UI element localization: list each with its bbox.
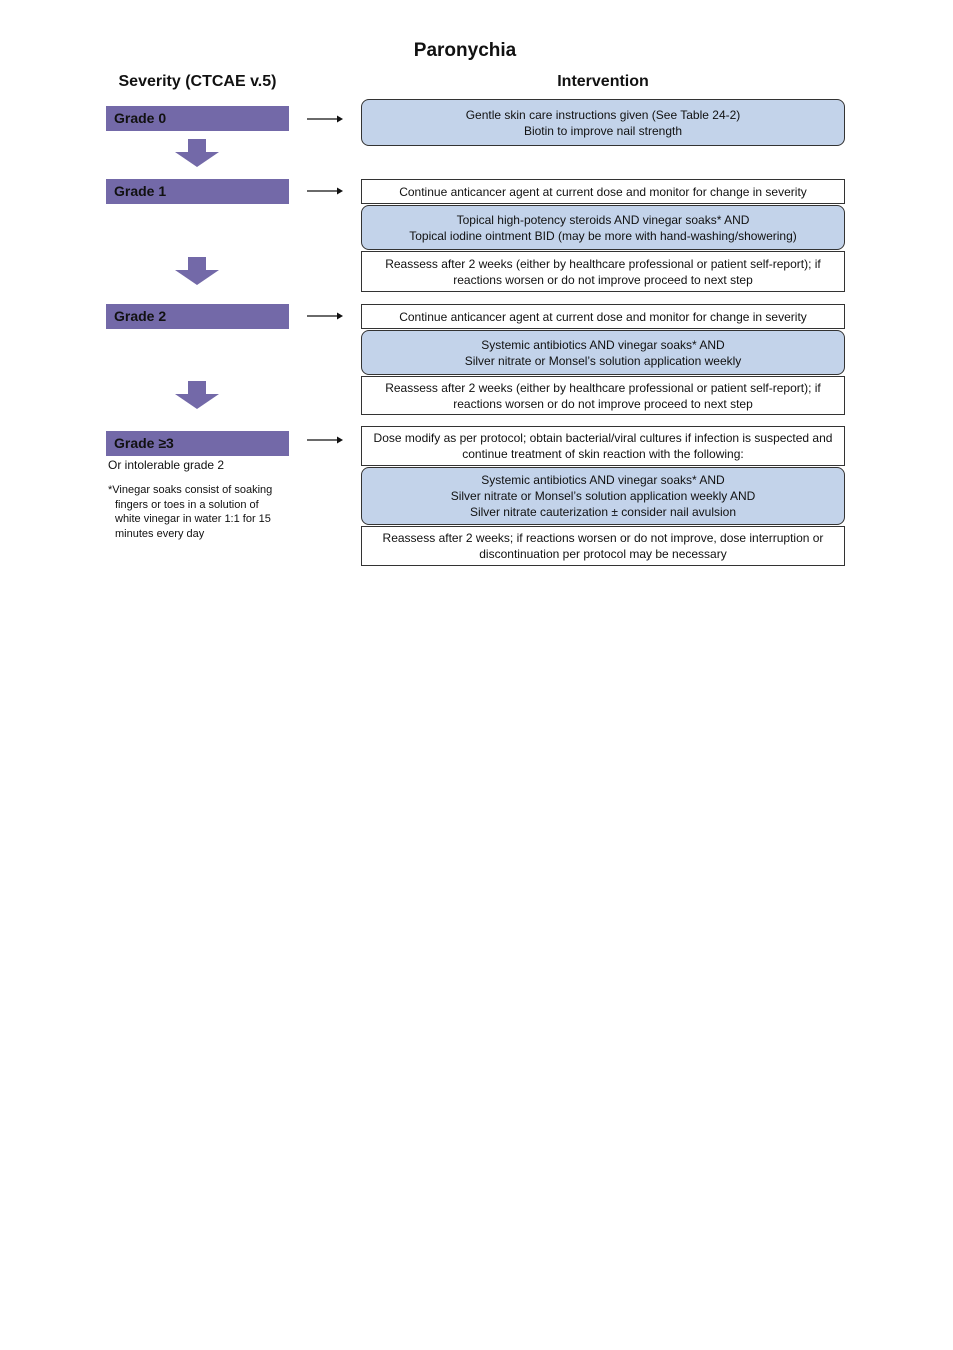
grade-1-treatment-box bbox=[361, 205, 845, 250]
grade-3-dose-modify-box bbox=[361, 426, 845, 466]
grade-0-intervention-box bbox=[361, 99, 845, 146]
right-arrow-icon bbox=[307, 434, 343, 446]
grade-1-label: Grade 1 bbox=[106, 179, 289, 204]
box-line: Topical iodine ointment BID (may be more with hand-washing/showering) bbox=[409, 228, 797, 243]
footnote-line: minutes every day bbox=[115, 527, 205, 540]
box-line: reactions worsen or do not improve proceed to next step bbox=[453, 396, 753, 411]
box-line: Reassess after 2 weeks; if reactions worsen or do not improve, dose interruption or bbox=[382, 531, 824, 545]
down-arrow-icon bbox=[175, 257, 219, 285]
box-line: Continue anticancer agent at current dose and monitor for change in severity bbox=[399, 184, 807, 199]
grade-0-label: Grade 0 bbox=[106, 106, 289, 131]
box-line: Gentle skin care instructions given (See Table 24-2) bbox=[465, 107, 741, 122]
footnote-line: *Vinegar soaks consist of soaking bbox=[108, 484, 273, 496]
box-line: Reassess after 2 weeks (either by healthcare professional or patient self-report); if bbox=[385, 380, 821, 395]
intervention-header: Intervention bbox=[557, 73, 649, 90]
grade-3-note: Or intolerable grade 2 bbox=[108, 458, 225, 472]
right-arrow-icon bbox=[307, 310, 343, 322]
box-line: Dose modify as per protocol; obtain bacterial/viral cultures if infection is suspected and bbox=[373, 431, 833, 445]
down-arrow-icon bbox=[175, 139, 219, 167]
box-line: discontinuation per protocol may be necessary bbox=[479, 547, 727, 561]
box-line: Silver nitrate cauterization ± consider nail avulsion bbox=[469, 505, 737, 519]
right-arrow-icon bbox=[307, 185, 343, 197]
box-line: Topical high-potency steroids AND vinegar soaks* AND bbox=[456, 212, 750, 227]
box-line: Systemic antibiotics AND vinegar soaks* AND bbox=[481, 337, 725, 352]
box-line: reactions worsen or do not improve proceed to next step bbox=[453, 272, 753, 287]
down-arrow-icon bbox=[175, 381, 219, 409]
box-line: Reassess after 2 weeks (either by healthcare professional or patient self-report); if bbox=[385, 256, 821, 271]
grade-3-reassess-box bbox=[361, 526, 845, 566]
grade-2-label: Grade 2 bbox=[106, 304, 289, 329]
grade-2-treatment-box bbox=[361, 330, 845, 375]
grade-2-continue-box bbox=[361, 304, 845, 329]
vinegar-footnote bbox=[108, 483, 293, 541]
severity-header: Severity (CTCAE v.5) bbox=[118, 73, 277, 90]
footnote-line: fingers or toes in a solution of bbox=[115, 498, 259, 511]
grade-3-label: Grade ≥3 bbox=[106, 431, 289, 456]
box-line: Silver nitrate or Monsel’s solution application weekly bbox=[464, 353, 742, 368]
grade-2-reassess-box bbox=[361, 376, 845, 415]
grade-1-reassess-box bbox=[361, 251, 845, 292]
diagram-title: Paronychia bbox=[413, 40, 517, 61]
grade-1-continue-box bbox=[361, 179, 845, 204]
box-line: Silver nitrate or Monsel’s solution application weekly AND bbox=[450, 489, 756, 503]
right-arrow-icon bbox=[307, 113, 343, 125]
grade-3-treatment-box bbox=[361, 467, 845, 525]
footnote-line: white vinegar in water 1:1 for 15 bbox=[115, 513, 271, 525]
box-line: Continue anticancer agent at current dose and monitor for change in severity bbox=[399, 309, 807, 324]
box-line: Systemic antibiotics AND vinegar soaks* AND bbox=[481, 473, 725, 487]
box-line: continue treatment of skin reaction with the following: bbox=[462, 447, 744, 461]
box-line: Biotin to improve nail strength bbox=[523, 123, 683, 138]
